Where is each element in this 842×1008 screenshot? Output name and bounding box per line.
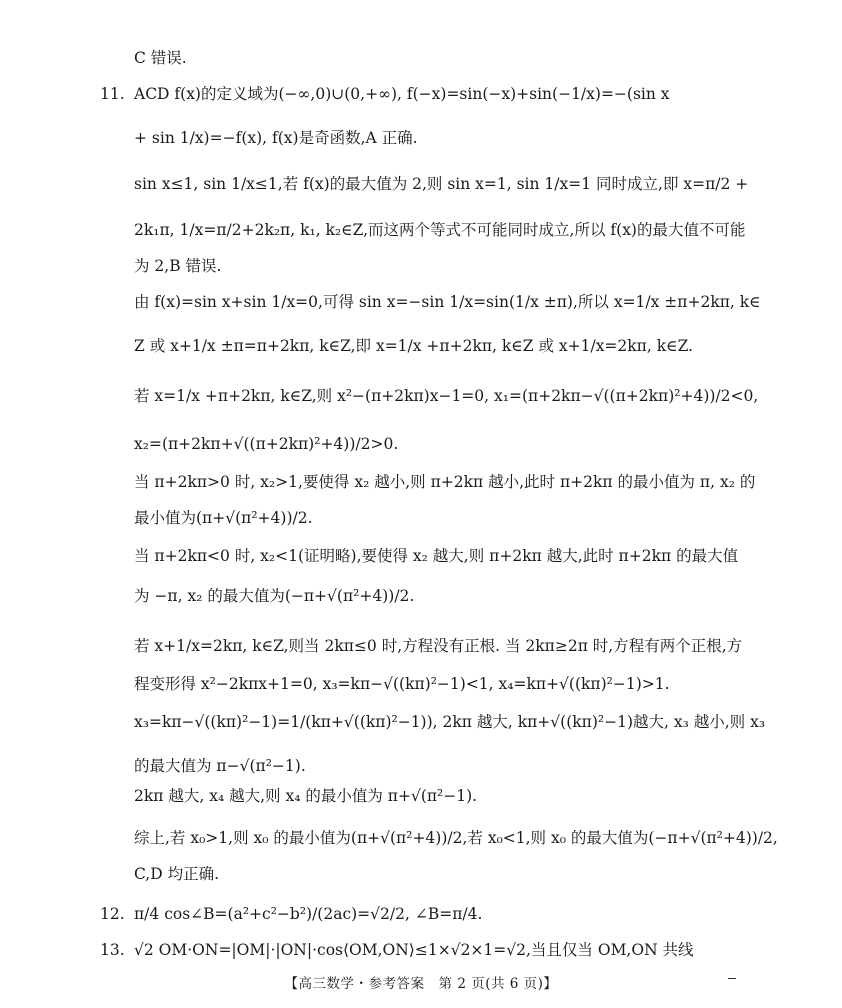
text: 综上,若 x₀>1,则 x₀ 的最小值为(π+√(π²+4))/2,若 x₀<1,则 x₀ 的最大值为(−π+√(π²+4))/2, <box>134 829 778 847</box>
text: C,D 均正确. <box>134 865 220 883</box>
text: 当 π+2kπ>0 时, x₂>1,要使得 x₂ 越小,则 π+2kπ 越小,此时 π+2kπ 的最小值为 π, x₂ 的 <box>134 473 756 491</box>
text: 2kπ 越大, x₄ 越大,则 x₄ 的最小值为 π+√(π²−1). <box>134 787 478 805</box>
line-11-d <box>134 222 745 240</box>
text: 当 π+2kπ<0 时, x₂<1(证明略),要使得 x₂ 越大,则 π+2kπ 越大,此时 π+2kπ 的最大值 <box>134 547 739 565</box>
line-11-f <box>134 294 761 312</box>
text: 最小值为(π+√(π²+4))/2. <box>134 509 313 527</box>
line-11-m <box>134 588 414 606</box>
text: 2k₁π, 1/x=π/2+2k₂π, k₁, k₂∈Z,而这两个等式不可能同时成立,所以 f(x)的最大值不可能 <box>134 221 746 239</box>
line-11-j <box>134 474 755 492</box>
footer-dash <box>728 978 736 979</box>
line-11-h <box>134 388 758 406</box>
line-11-o <box>134 676 670 694</box>
line-11-r <box>134 788 477 806</box>
line-11-k <box>134 510 313 528</box>
line-11-i <box>134 436 398 454</box>
question-number-12: 12. <box>100 905 125 923</box>
text: C 错误. <box>134 49 187 67</box>
text: 为 2,B 错误. <box>134 257 222 275</box>
line-11-n <box>134 638 742 656</box>
line-11-g <box>134 338 693 356</box>
line-11-l <box>134 548 738 566</box>
text: Z 或 x+1/x ±π=π+2kπ, k∈Z,即 x=1/x +π+2kπ, k∈Z 或 x+1/x=2kπ, k∈Z. <box>134 337 694 355</box>
question-number-13: 13. <box>100 941 125 959</box>
text: sin x≤1, sin 1/x≤1,若 f(x)的最大值为 2,则 sin x=1, sin 1/x=1 同时成立,即 x=π/2 + <box>134 175 749 193</box>
line-11-c <box>134 176 748 194</box>
line-11-a <box>134 86 670 104</box>
line-13 <box>134 942 694 960</box>
line-c-wrong <box>134 50 187 68</box>
text: 若 x=1/x +π+2kπ, k∈Z,则 x²−(π+2kπ)x−1=0, x₁=(π+2kπ−√((π+2kπ)²+4))/2<0, <box>134 387 759 405</box>
text: 的最大值为 π−√(π²−1). <box>134 757 306 775</box>
line-12 <box>134 906 482 924</box>
line-11-b <box>134 130 418 148</box>
text: 若 x+1/x=2kπ, k∈Z,则当 2kπ≤0 时,方程没有正根. 当 2kπ≥2π 时,方程有两个正根,方 <box>134 637 743 655</box>
text: ACD f(x)的定义域为(−∞,0)∪(0,+∞), f(−x)=sin(−x)+sin(−1/x)=−(sin x <box>134 85 670 103</box>
text: x₃=kπ−√((kπ)²−1)=1/(kπ+√((kπ)²−1)), 2kπ 越大, kπ+√((kπ)²−1)越大, x₃ 越小,则 x₃ <box>134 713 766 731</box>
text: 为 −π, x₂ 的最大值为(−π+√(π²+4))/2. <box>134 587 415 605</box>
text: + sin 1/x)=−f(x), f(x)是奇函数,A 正确. <box>134 129 418 147</box>
text: 程变形得 x²−2kπx+1=0, x₃=kπ−√((kπ)²−1)<1, x₄=kπ+√((kπ)²−1)>1. <box>134 675 670 693</box>
line-11-p <box>134 714 765 732</box>
text: √2 OM·ON=|OM|·|ON|·cos⟨OM,ON⟩≤1×√2×1=√2,当且仅当 OM,ON 共线 <box>134 941 694 959</box>
text: 由 f(x)=sin x+sin 1/x=0,可得 sin x=−sin 1/x=sin(1/x ±π),所以 x=1/x ±π+2kπ, k∈ <box>134 293 761 311</box>
question-number-11: 11. <box>100 85 125 103</box>
line-11-q <box>134 758 306 776</box>
line-11-s <box>134 830 778 848</box>
text: x₂=(π+2kπ+√((π+2kπ)²+4))/2>0. <box>134 435 399 453</box>
page-footer: 【高三数学・参考答案 第 2 页(共 6 页)】 <box>284 976 558 992</box>
text: π/4 cos∠B=(a²+c²−b²)/(2ac)=√2/2, ∠B=π/4. <box>134 905 483 923</box>
line-11-e <box>134 258 221 276</box>
line-11-t <box>134 866 219 884</box>
